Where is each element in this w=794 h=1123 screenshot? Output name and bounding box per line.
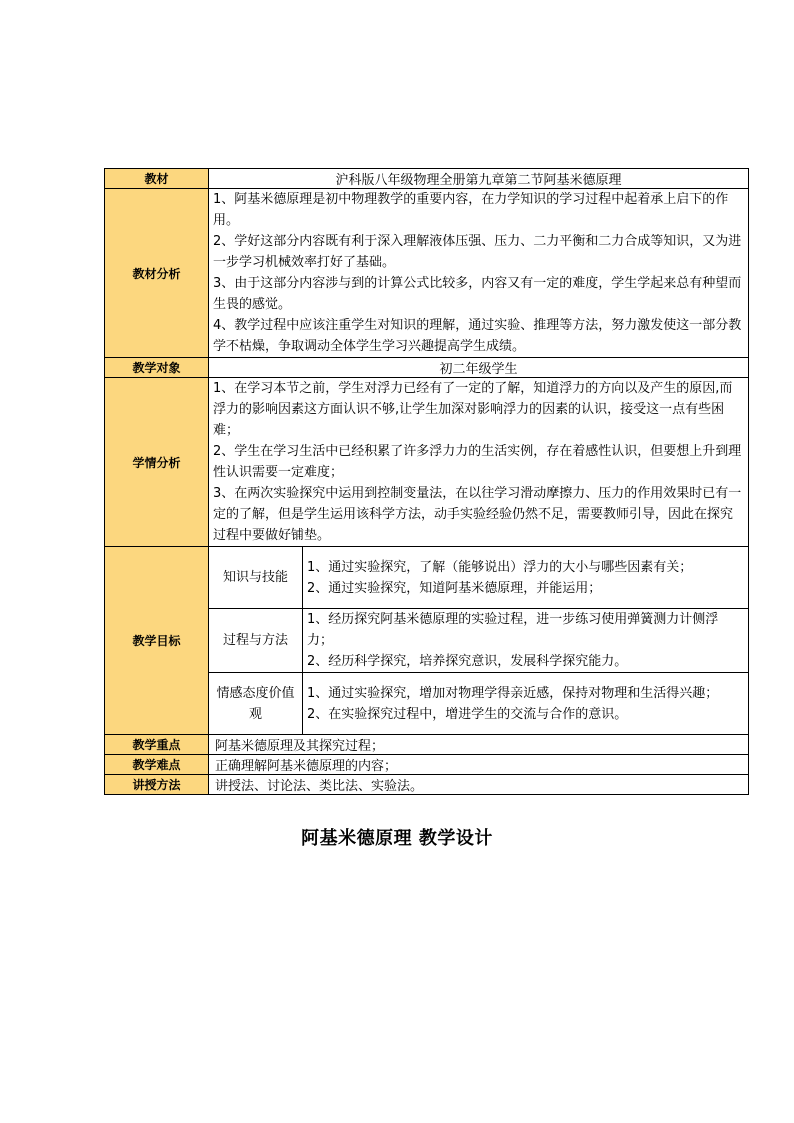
analysis-line: 3、由于这部分内容涉与到的计算公式比较多，内容又有一定的难度，学生学起来总有种望而生畏的感觉。 [213,276,742,312]
analysis-line: 2、学好这部分内容既有利于深入理解液体压强、压力、二力平衡和二力合成等知识，又为进一步学习机械效率打好了基础。 [213,234,742,270]
row-goals-knowledge [105,547,749,609]
row-textbook [105,169,749,189]
learner-line: 1、在学习本节之前，学生对浮力已经有了一定的了解，知道浮力的方向以及产生的原因,而浮力的影响因素这方面认识不够,让学生加深对影响浮力的因素的认识，接受这一点有些困难； [213,381,733,438]
value-learner [209,378,749,547]
goal-category: 过程与方法 [209,609,303,673]
goal-category: 知识与技能 [209,547,303,609]
value-audience: 初二年级学生 [209,358,749,378]
learner-line: 3、在两次实验探究中运用到控制变量法，在以往学习滑动摩擦力、压力的作用效果时已有一定的了解，但是学生运用该科学方法，动手实验经验仍然不足，需要教师引导，因此在探究过程中要做好铺垫。 [213,486,742,543]
label-analysis: 教材分析 [105,189,209,358]
row-audience [105,358,749,378]
label-learner: 学情分析 [105,378,209,547]
lesson-plan-table [104,168,749,795]
label-audience: 教学对象 [105,358,209,378]
goal-category: 情感态度价值观 [209,673,303,735]
value-method: 讲授法、讨论法、类比法、实验法。 [209,775,749,795]
goal-content [303,673,749,735]
row-difficulty [105,755,749,775]
goal-line: 2、在实验探究过程中，增进学生的交流与合作的意识。 [307,706,628,722]
analysis-line: 1、阿基米德原理是初中物理教学的重要内容，在力学知识的学习过程中起着承上启下的作用。 [213,192,729,228]
label-method: 讲授方法 [105,775,209,795]
goal-line: 2、通过实验探究，知道阿基米德原理，并能运用； [307,580,602,596]
label-textbook: 教材 [105,169,209,189]
label-difficulty: 教学难点 [105,755,209,775]
goal-line: 1、通过实验探究，增加对物理学得亲近感，保持对物理和生活得兴趣； [307,685,719,701]
document-title: 阿基米德原理 教学设计 [301,828,493,849]
analysis-line: 4、教学过程中应该注重学生对知识的理解，通过实验、推理等方法，努力激发使这一部分教学不枯燥，争取调动全体学生学习兴趣提高学生成绩。 [213,318,742,354]
value-textbook: 沪科版八年级物理全册第九章第二节阿基米德原理 [209,169,749,189]
goal-line: 1、通过实验探究，了解（能够说出）浮力的大小与哪些因素有关； [307,559,693,575]
value-analysis [209,189,749,358]
goal-line: 2、经历科学探究，培养探究意识，发展科学探究能力。 [307,654,628,669]
value-difficulty: 正确理解阿基米德原理的内容； [209,755,749,775]
goal-line: 1、经历探究阿基米德原理的实验过程，进一步练习使用弹簧测力计侧浮力； [307,612,719,648]
row-keypoint [105,735,749,755]
goal-content [303,609,749,673]
row-method [105,775,749,795]
value-keypoint: 阿基米德原理及其探究过程； [209,735,749,755]
row-learner [105,378,749,547]
learner-line: 2、学生在学习生活中已经积累了许多浮力力的生活实例，存在着感性认识，但要想上升到理性认识需要一定难度； [213,444,742,480]
label-goals: 教学目标 [105,547,209,735]
label-keypoint: 教学重点 [105,735,209,755]
goal-content [303,547,749,609]
row-analysis [105,189,749,358]
